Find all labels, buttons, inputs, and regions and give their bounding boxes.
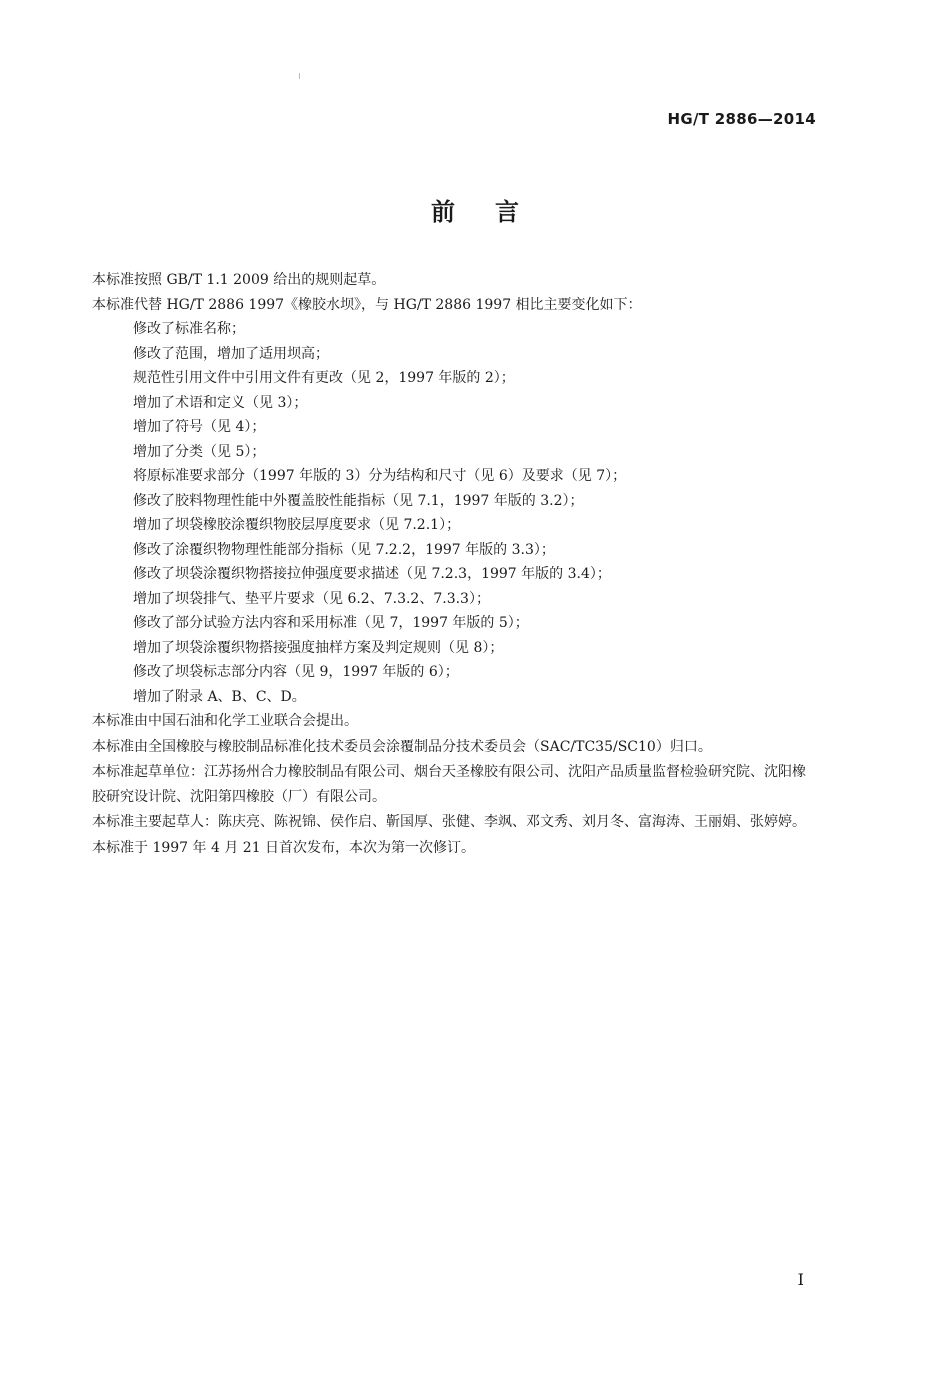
change-item: 增加了符号（见 4）；: [133, 419, 266, 435]
change-item: 增加了坝袋橡胶涂覆织物胶层厚度要求（见 7.2.1）；: [133, 517, 461, 533]
paragraph: 本标准于 1997 年 4 月 21 日首次发布，本次为第一次修订。: [92, 839, 476, 856]
page-number: I: [797, 1270, 804, 1289]
scan-mark: [299, 73, 300, 79]
change-item: 增加了坝袋涂覆织物搭接强度抽样方案及判定规则（见 8）；: [133, 639, 504, 656]
document-code: HG/T 2886—2014: [667, 110, 816, 128]
paragraph: 本标准代替 HG/T 2886 1997《橡胶水坝》，与 HG/T 2886 1997 相比主要变化如下：: [92, 296, 642, 313]
change-item: 修改了范围，增加了适用坝高；: [133, 345, 329, 362]
change-item: 修改了标准名称；: [133, 321, 245, 337]
change-item: 增加了术语和定义（见 3）；: [133, 394, 308, 411]
paragraph: 本标准按照 GB/T 1.1 2009 给出的规则起草。: [92, 272, 386, 288]
change-item: 增加了分类（见 5）；: [133, 443, 266, 460]
change-item: 修改了坝袋涂覆织物搭接拉伸强度要求描述（见 7.2.3，1997 年版的 3.4）；: [133, 566, 611, 582]
change-item: 增加了坝袋排气、垫平片要求（见 6.2、7.3.2、7.3.3）；: [133, 590, 490, 607]
paragraph: 本标准起草单位：江苏扬州合力橡胶制品有限公司、烟台天圣橡胶有限公司、沈阳产品质量监督检验研究院、沈阳橡胶研究设计院、沈阳第四橡胶（厂）有限公司。: [92, 764, 806, 805]
paragraph: 本标准由中国石油和化学工业联合会提出。: [92, 713, 358, 729]
change-item: 修改了胶料物理性能中外覆盖胶性能指标（见 7.1，1997 年版的 3.2）；: [133, 492, 584, 509]
paragraph: 本标准由全国橡胶与橡胶制品标准化技术委员会涂覆制品分技术委员会（SAC/TC35/SC10）归口。: [92, 738, 712, 755]
change-item: 修改了涂覆织物物理性能部分指标（见 7.2.2，1997 年版的 3.3）；: [133, 541, 555, 558]
change-item: 将原标准要求部分（1997 年版的 3）分为结构和尺寸（见 6）及要求（见 7）；: [133, 468, 627, 484]
change-item: 修改了部分试验方法内容和采用标准（见 7，1997 年版的 5）；: [133, 615, 529, 631]
change-item: 增加了附录 A、B、C、D。: [133, 688, 306, 705]
paragraph: 本标准主要起草人：陈庆亮、陈祝锦、侯作启、靳国厚、张健、李飒、邓文秀、刘月冬、富海涛、王丽娟、张婷婷。: [92, 814, 806, 830]
foreword-body: [92, 268, 818, 860]
change-item: 修改了坝袋标志部分内容（见 9，1997 年版的 6）；: [133, 664, 459, 680]
page-title: 前言: [431, 198, 559, 226]
change-item: 规范性引用文件中引用文件有更改（见 2，1997 年版的 2）；: [133, 370, 515, 386]
